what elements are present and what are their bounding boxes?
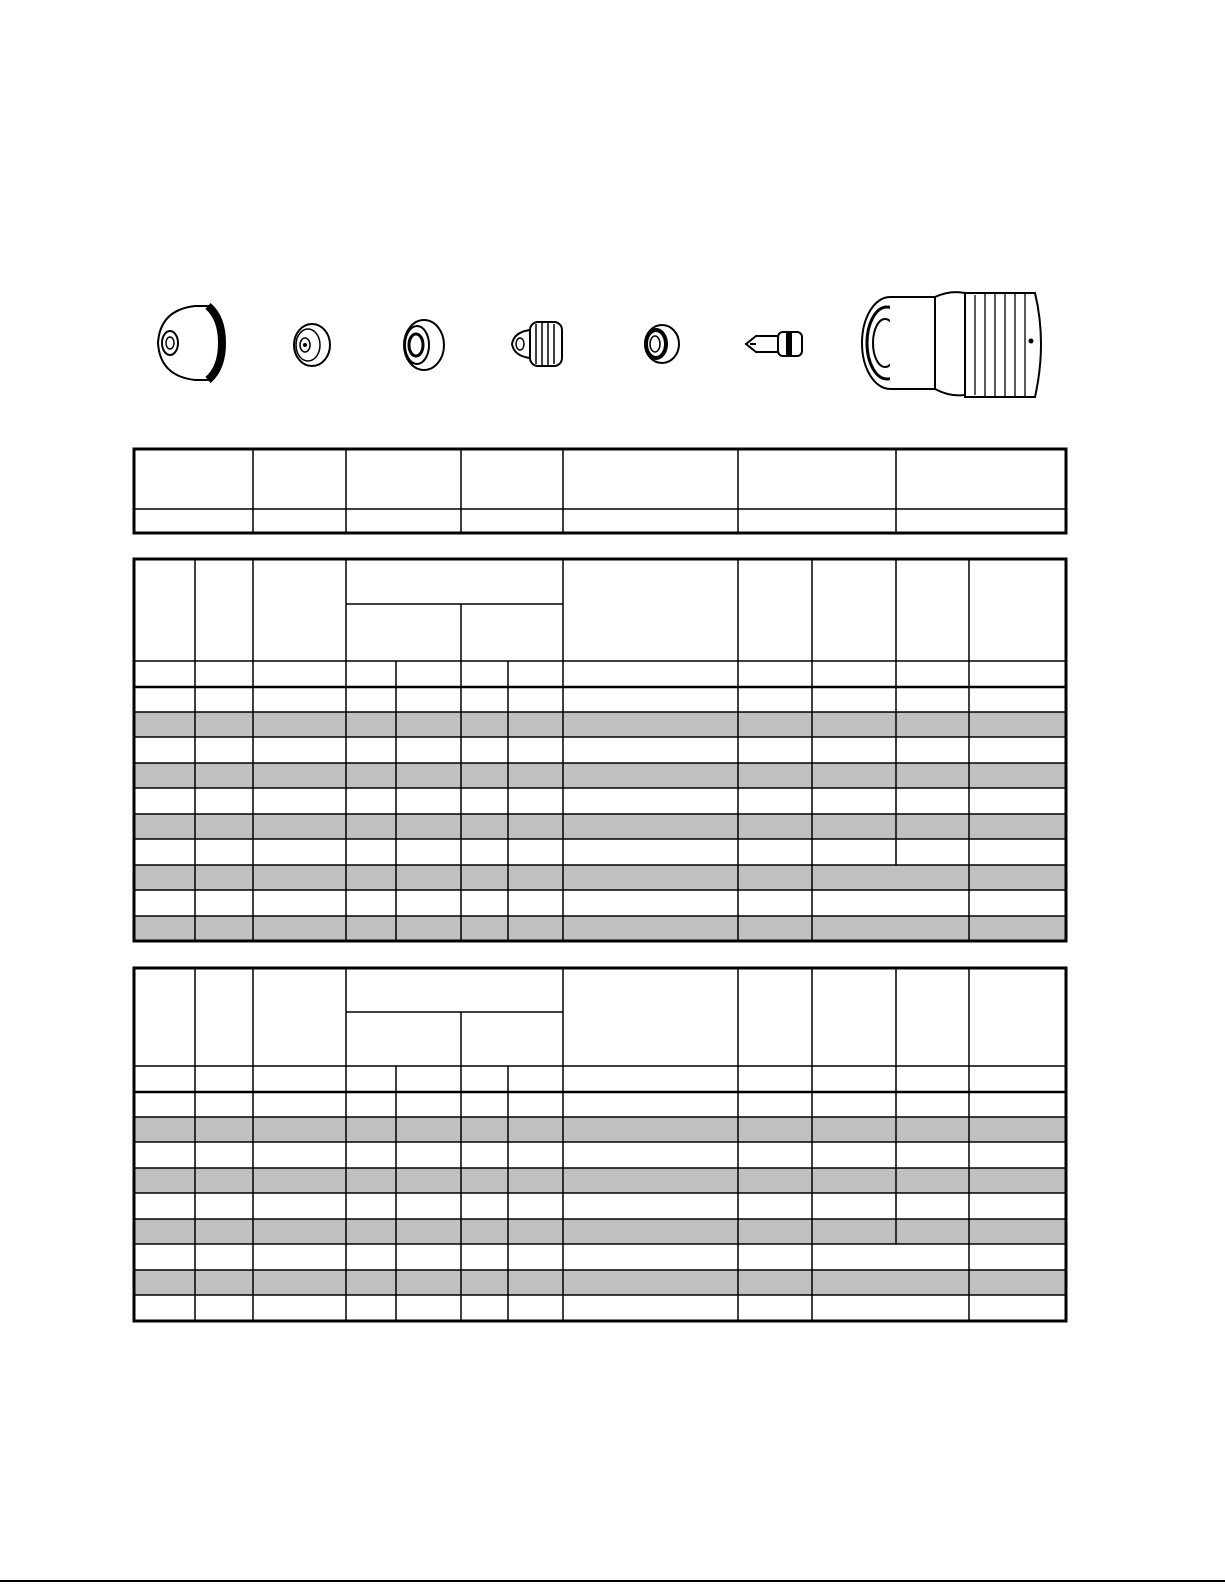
table-row bbox=[134, 712, 1066, 737]
table-row bbox=[134, 763, 1066, 788]
table-row bbox=[134, 865, 1066, 890]
table-row bbox=[134, 1219, 1066, 1244]
footer-rule bbox=[0, 1580, 1225, 1582]
cut-chart-table-2 bbox=[134, 968, 1066, 1321]
consumables-header-table bbox=[134, 449, 1066, 533]
table-row bbox=[134, 814, 1066, 839]
cut-chart-table-1 bbox=[134, 559, 1066, 941]
table-row bbox=[134, 1270, 1066, 1295]
table-row bbox=[134, 1117, 1066, 1142]
table-row bbox=[134, 1168, 1066, 1193]
table-row bbox=[134, 916, 1066, 941]
